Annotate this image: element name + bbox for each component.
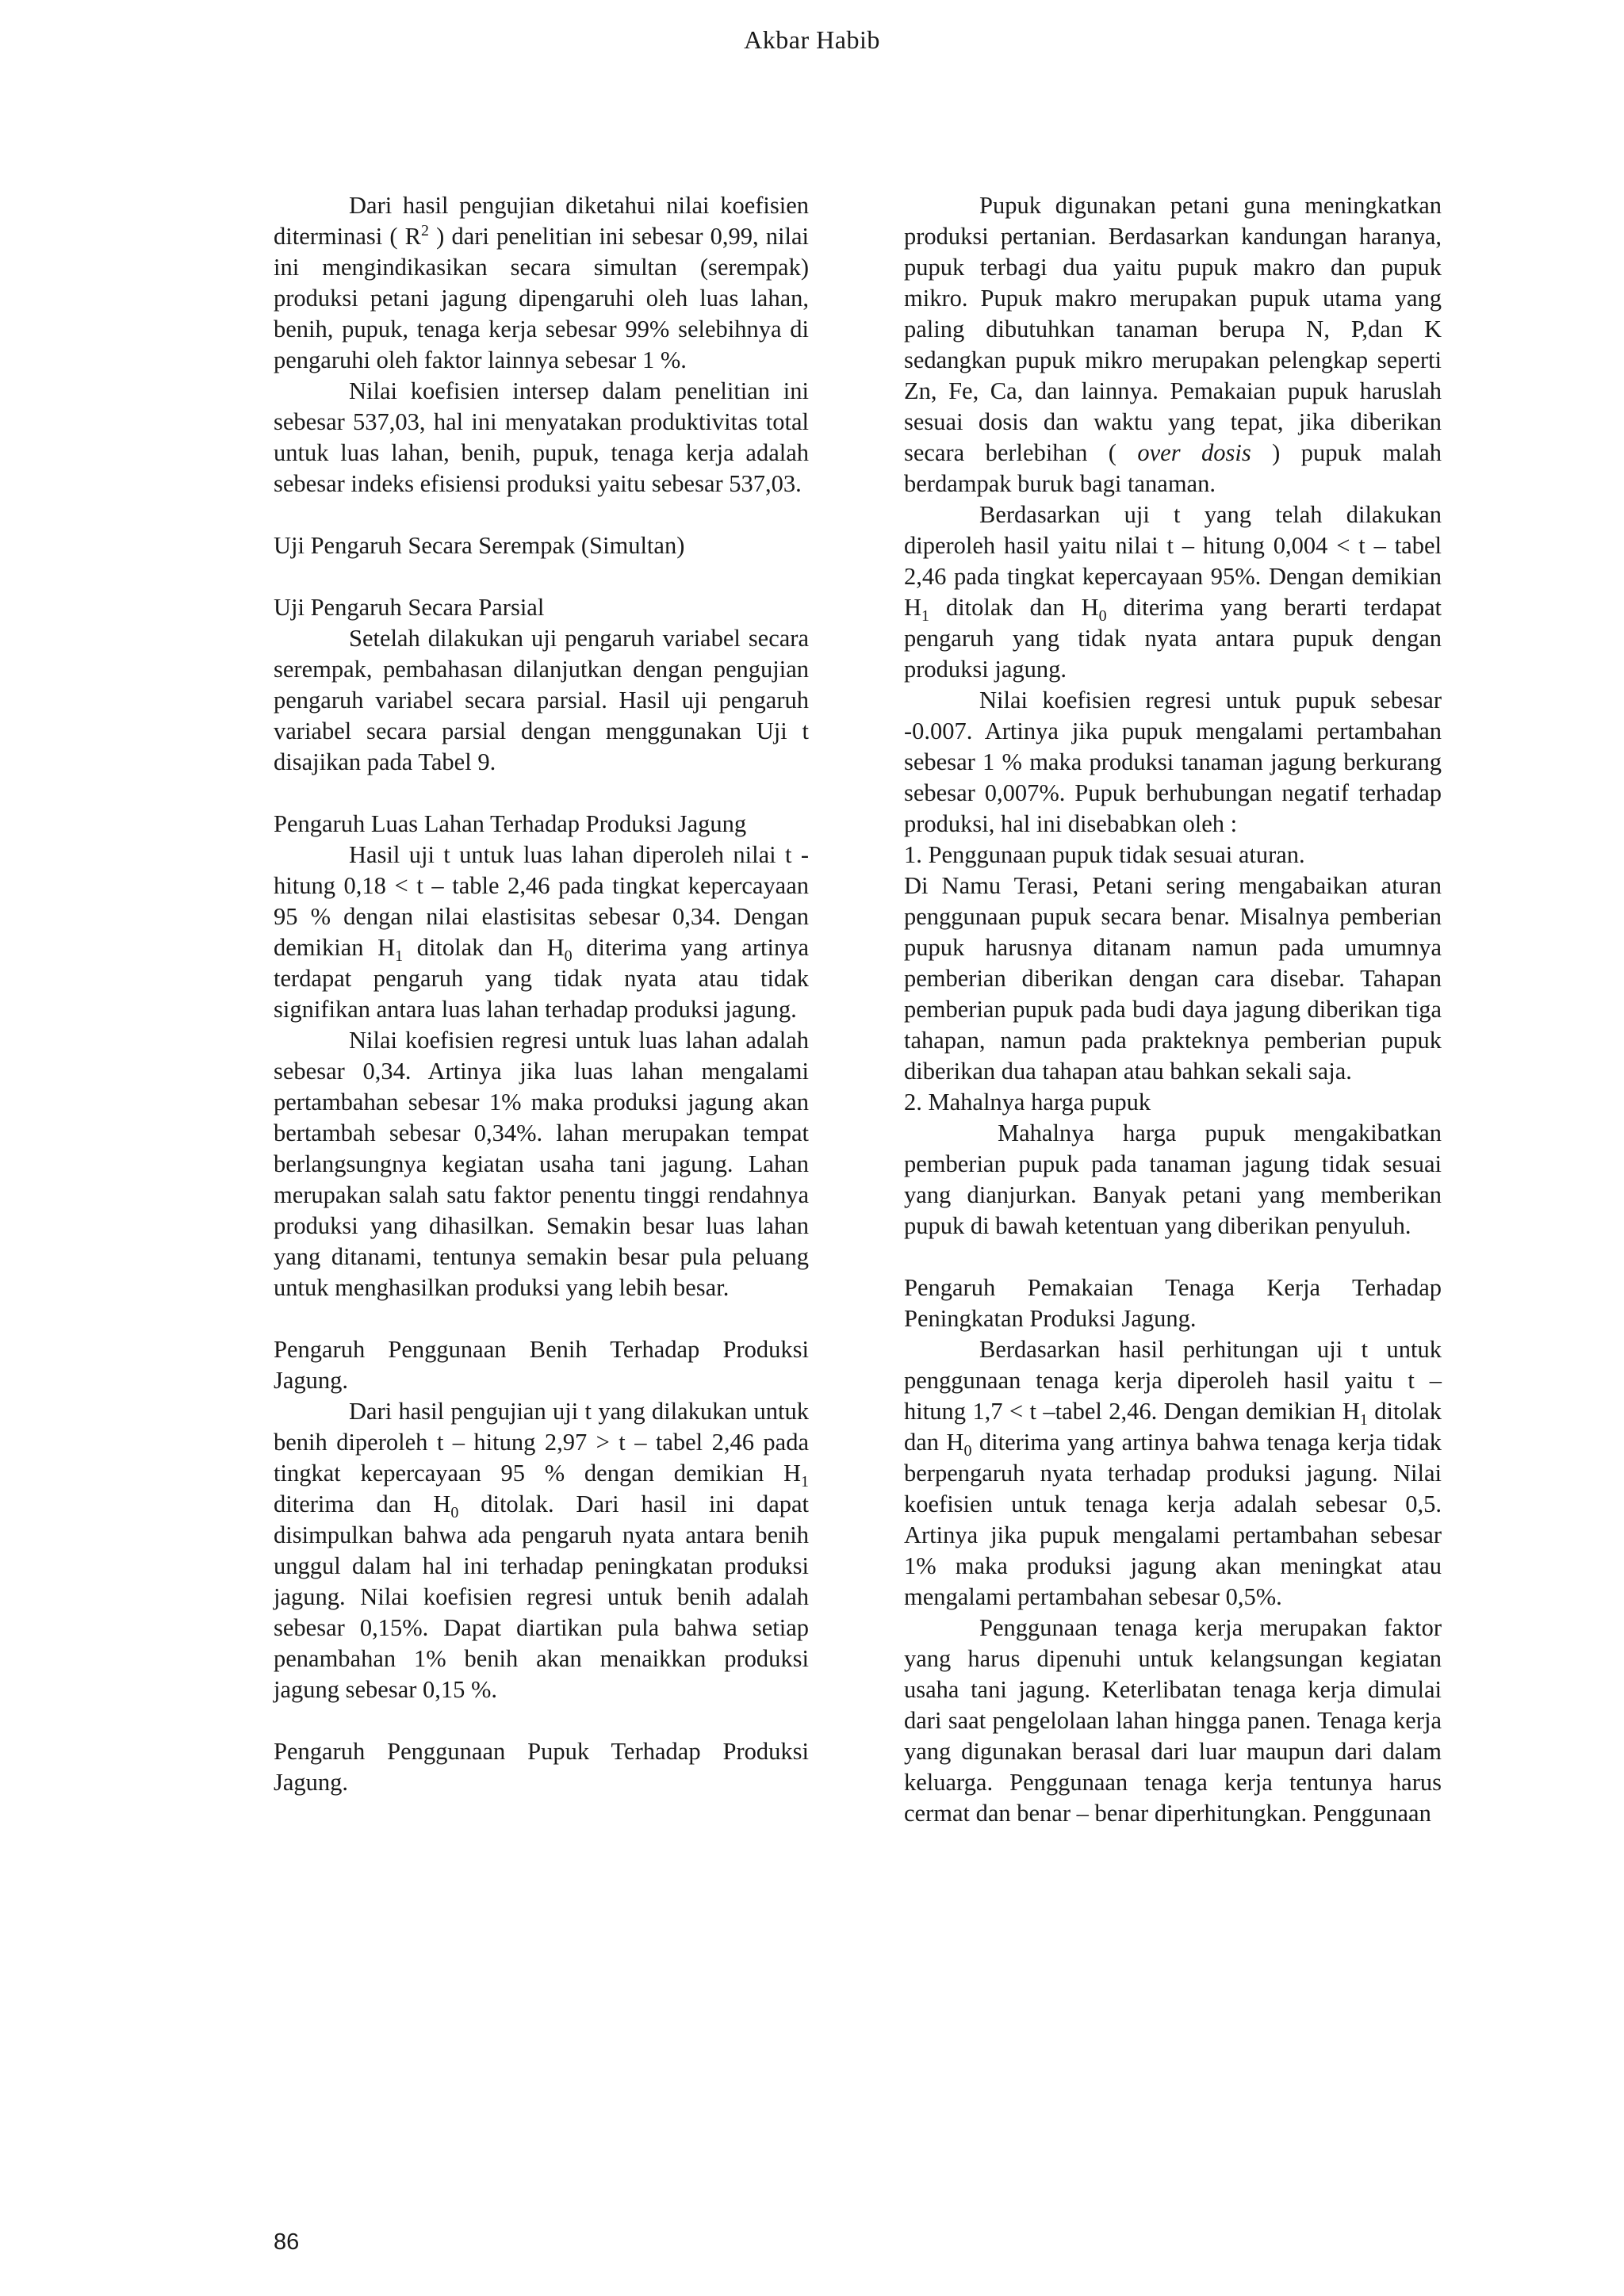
right-column <box>904 190 1442 1829</box>
paragraph-partial-test: Setelah dilakukan uji pengaruh variabel secara serempak, pembahasan dilanjutkan dengan pengujian pengaruh variabel secara parsial. Hasil uji pengaruh variabel secara parsial dengan menggunakan Uji t disajikan pada Tabel 9. <box>274 625 809 775</box>
paragraph-fertilizer-intro: Pupuk digunakan petani guna meningkatkan produksi pertanian. Berdasarkan kandungan haranya, pupuk terbagi dua yaitu pupuk makro dan pupuk mikro. Pupuk makro merupakan pupuk utama yang paling dibutuhkan tanaman berupa N, P,dan K sedangkan pupuk mikro merupakan pelengkap seperti Zn, Fe, Ca, dan lainnya. Pemakaian pupuk haruslah sesuai dosis dan waktu yang tepat, jika diberikan secara berlebihan ( over dosis ) pupuk malah berdampak buruk bagi tanaman. <box>904 192 1442 497</box>
page-number: 86 <box>274 2229 300 2255</box>
left-column <box>274 190 809 1798</box>
heading-land-area: Pengaruh Luas Lahan Terhadap Produksi Jagung <box>274 810 747 837</box>
list-item-rule-violation: 1. Penggunaan pupuk tidak sesuai aturan. <box>904 841 1305 868</box>
paragraph-namu-terasi: Di Namu Terasi, Petani sering mengabaikan aturan penggunaan pupuk secara benar. Misalnya pemberian pupuk harusnya ditanam namun pada umumnya pemberian diberikan dengan cara disebar. Tahapan pemberian pupuk pada budi daya jagung diberikan tiga tahapan, namun pada prakteknya pemberian pupuk diberikan dua tahapan atau bahkan sekali saja. <box>904 872 1442 1085</box>
paragraph-fertilizer-price: Mahalnya harga pupuk mengakibatkan pemberian pupuk pada tanaman jagung tidak sesuai yang dianjurkan. Banyak petani yang memberikan pupuk di bawah ketentuan yang diberikan penyuluh. <box>904 1119 1442 1239</box>
heading-simultaneous-test: Uji Pengaruh Secara Serempak (Simultan) <box>274 532 685 559</box>
paragraph-determination-coefficient: Dari hasil pengujian diketahui nilai koefisien diterminasi ( $R^2$ ) dari penelitian ini sebesar 0,99, nilai ini mengindikasikan secara simultan (serempak) produksi petani jagung dipengaruhi oleh luas lahan, benih, pupuk, tenaga kerja sebesar 99% selebihnya di pengaruhi oleh faktor lainnya sebesar 1 %. <box>274 192 809 373</box>
paragraph-land-area-test: Hasil uji t untuk luas lahan diperoleh nilai t - hitung 0,18 < t – table 2,46 pada tingkat kepercayaan 95 % dengan nilai elastisitas sebesar 0,34. Dengan demikian $H_1$ ditolak dan $H_0$ diterima yang artinya terdapat pengaruh yang tidak nyata atau tidak signifikan antara luas lahan terhadap produksi jagung. <box>274 841 809 1023</box>
paragraph-land-area-coefficient: Nilai koefisien regresi untuk luas lahan adalah sebesar 0,34. Artinya jika luas lahan mengalami pertambahan sebesar 1% maka produksi jagung akan bertambah sebesar 0,34%. lahan merupakan tempat berlangsungnya kegiatan usaha tani jagung. Lahan merupakan salah satu faktor penentu tinggi rendahnya produksi yang dihasilkan. Semakin besar luas lahan yang ditanami, tentunya semakin besar pula peluang untuk menghasilkan produksi yang lebih besar. <box>274 1027 809 1301</box>
paragraph-labor-discussion: Penggunaan tenaga kerja merupakan faktor yang harus dipenuhi untuk kelangsungan kegiatan usaha tani jagung. Keterlibatan tenaga kerja dimulai dari saat pengelolaan lahan hingga panen. Tenaga kerja yang digunakan berasal dari luar maupun dari dalam keluarga. Penggunaan tenaga kerja tentunya harus cermat dan benar – benar diperhitungkan. Penggunaan <box>904 1614 1442 1827</box>
paragraph-seed-test: Dari hasil pengujian uji t yang dilakukan untuk benih diperoleh t – hitung 2,97 > t – tabel 2,46 pada tingkat kepercayaan 95 % dengan demikian $H_1$ diterima dan $H_0$ ditolak. Dari hasil ini dapat disimpulkan bahwa ada pengaruh nyata antara benih unggul dalam hal ini terhadap peningkatan produksi jagung. Nilai koefisien regresi untuk benih adalah sebesar 0,15%. Dapat diartikan pula bahwa setiap penambahan 1% benih akan menaikkan produksi jagung sebesar 0,15 %. <box>274 1398 809 1703</box>
paragraph-fertilizer-coefficient: Nilai koefisien regresi untuk pupuk sebesar -0.007. Artinya jika pupuk mengalami pertambahan sebesar 1 % maka produksi tanaman jagung berkurang sebesar 0,007%. Pupuk berhubungan negatif terhadap produksi, hal ini disebabkan oleh : <box>904 687 1442 837</box>
list-item-fertilizer-price: 2. Mahalnya harga pupuk <box>904 1089 1151 1115</box>
paragraph-intercept: Nilai koefisien intersep dalam penelitian ini sebesar 537,03, hal ini menyatakan produktivitas total untuk luas lahan, benih, pupuk, tenaga kerja adalah sebesar indeks efisiensi produksi yaitu sebesar 537,03. <box>274 377 809 497</box>
heading-partial-test: Uji Pengaruh Secara Parsial <box>274 594 545 621</box>
paragraph-fertilizer-test: Berdasarkan uji t yang telah dilakukan diperoleh hasil yaitu nilai t – hitung 0,004 < t – tabel 2,46 pada tingkat kepercayaan 95%. Dengan demikian $H_1$ ditolak dan $H_0$ diterima yang berarti terdapat pengaruh yang tidak nyata antara pupuk dengan produksi jagung. <box>904 501 1442 683</box>
heading-fertilizer-usage: Pengaruh Penggunaan Pupuk Terhadap Produksi Jagung. <box>274 1738 809 1796</box>
paragraph-labor-test: Berdasarkan hasil perhitungan uji t untuk penggunaan tenaga kerja diperoleh hasil yaitu t – hitung 1,7 < t –tabel 2,46. Dengan demikian $H_1$ ditolak dan $H_0$ diterima yang artinya bahwa tenaga kerja tidak berpengaruh nyata terhadap produksi jagung. Nilai koefisien untuk tenaga kerja adalah sebesar 0,5. Artinya jika pupuk mengalami pertambahan sebesar 1% maka produksi jagung akan meningkat atau mengalami pertambahan sebesar 0,5%. <box>904 1336 1442 1610</box>
heading-seed-usage: Pengaruh Penggunaan Benih Terhadap Produksi Jagung. <box>274 1336 809 1394</box>
heading-labor-usage: Pengaruh Pemakaian Tenaga Kerja Terhadap Peningkatan Produksi Jagung. <box>904 1274 1442 1332</box>
running-header-author: Akbar Habib <box>744 25 880 54</box>
